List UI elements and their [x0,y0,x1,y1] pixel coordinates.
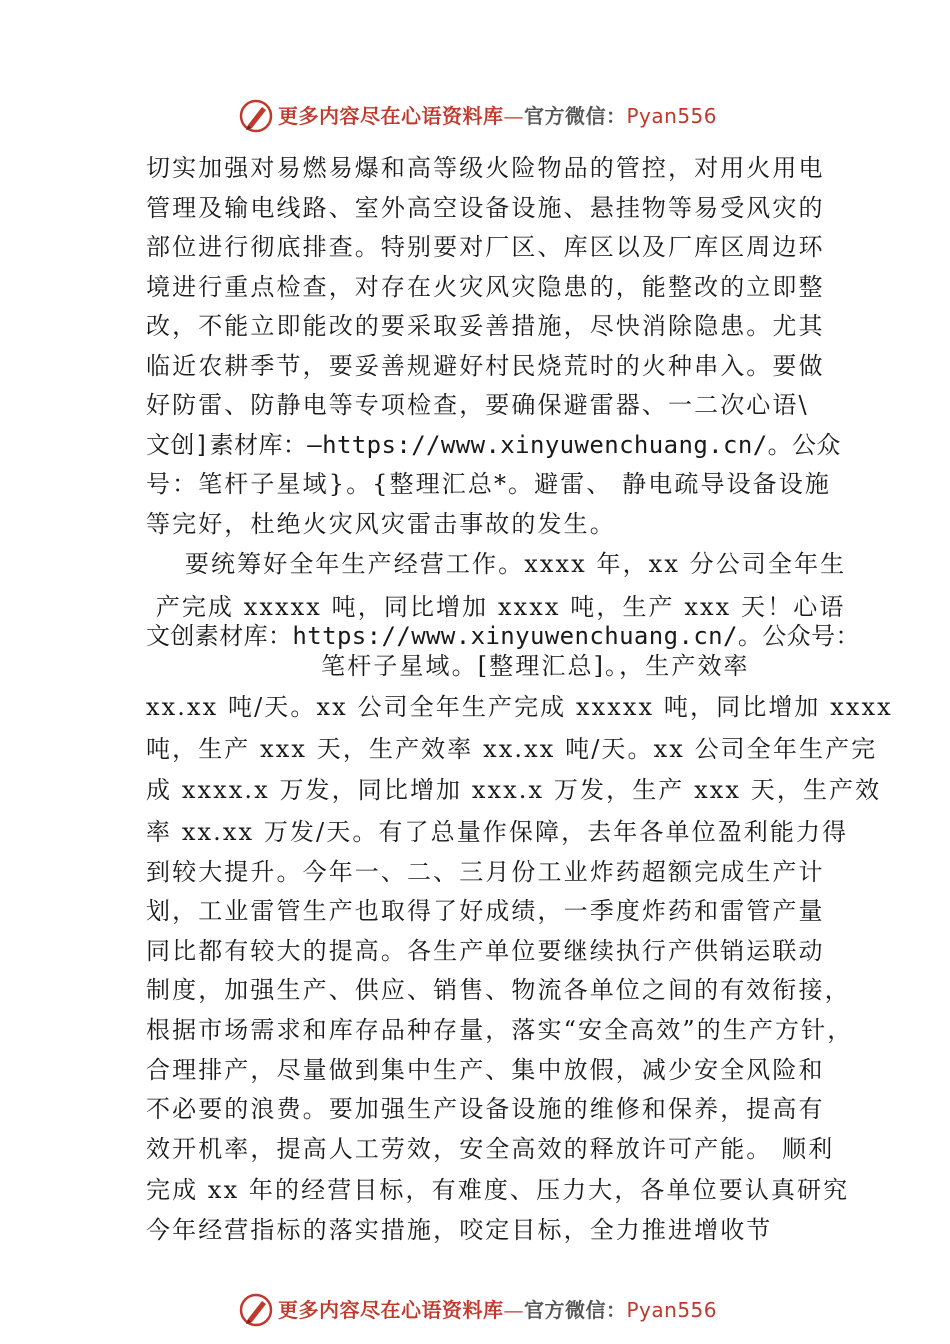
body-line: 成 xxxx.x 万发，同比增加 xxx.x 万发，生产 xxx 天，生产效 [146,776,882,804]
body-line: 同比都有较大的提高。各生产单位要继续执行产供销运联动 [146,937,825,965]
body-line: 部位进行彻底排查。特别要对厂区、库区以及厂库区周边环 [146,233,825,261]
body-line: 切实加强对易燃易爆和高等级火险物品的管控，对用火用电 [146,154,825,182]
banner-wechat-label: 官方微信： [524,1298,627,1322]
banner-title: 更多内容尽在心语资料库 [278,104,504,128]
body-line: 改，不能立即能改的要采取妥善措施，尽快消除隐患。尤其 [146,312,825,340]
body-line: 笔杆子星域。[整理汇总]。，生产效率 [146,652,750,680]
body-line: 临近农耕季节，要妥善规避好村民烧荒时的火种串入。要做 [146,352,825,380]
body-line: 好防雷、防静电等专项检查，要确保避雷器、一二次心语\ [146,391,809,419]
body-line: 境进行重点检查，对存在火灾风灾隐患的，能整改的立即整 [146,273,825,301]
body-line: 文创素材库：https://www.xinyuwenchuang.cn/。公众号： [146,622,860,650]
body-line: 制度，加强生产、供应、销售、物流各单位之间的有效衔接， [146,976,851,1004]
pen-logo-icon [238,98,274,134]
body-line: 完成 xx 年的经营目标，有难度、压力大，各单位要认真研究 [146,1176,850,1204]
banner-text [278,1297,717,1323]
body-line: 合理排产，尽量做到集中生产、集中放假，减少安全风险和 [146,1056,825,1084]
body-line: 根据市场需求和库存品种存量，落实“安全高效”的生产方针， [146,1016,854,1044]
header-banner [0,96,950,136]
banner-dash: — [503,104,524,128]
body-line: xx.xx 吨/天。xx 公司全年生产完成 xxxxx 吨，同比增加 xxxx [146,693,893,721]
body-line: 吨，生产 xxx 天，生产效率 xx.xx 吨/天。xx 公司全年生产完 [146,735,878,763]
body-line: 文创]素材库：—https://www.xinyuwenchuang.cn/。公众 [146,431,841,459]
banner-wechat-id: Pyan556 [626,104,718,128]
body-line: 今年经营指标的落实措施，咬定目标，全力推进增收节 [146,1216,773,1244]
banner-text [278,103,717,129]
body-line: 号：笔杆子星域}。{整理汇总*。避雷、 静电疏导设备设施 [146,470,831,498]
banner-dash: — [503,1298,524,1322]
banner-wechat-label: 官方微信： [524,104,627,128]
body-line: 率 xx.xx 万发/天。有了总量作保障，去年各单位盈利能力得 [146,818,849,846]
body-line: 要统筹好全年生产经营工作。xxxx 年，xx 分公司全年生 [146,550,847,578]
body-line: 不必要的浪费。要加强生产设备设施的维修和保养，提高有 [146,1095,825,1123]
banner-title: 更多内容尽在心语资料库 [278,1298,504,1322]
pen-logo-icon [238,1292,274,1328]
body-line: 划，工业雷管生产也取得了好成绩，一季度炸药和雷管产量 [146,897,825,925]
footer-banner [0,1290,950,1330]
banner-wechat-id: Pyan556 [626,1298,718,1322]
body-line: 管理及输电线路、室外高空设备设施、悬挂物等易受风灾的 [146,194,825,222]
body-line: 效开机率，提高人工劳效，安全高效的释放许可产能。 顺利 [146,1135,835,1163]
body-line: 等完好，杜绝火灾风灾雷击事故的发生。 [146,510,616,538]
body-line: 产完成 xxxxx 吨，同比增加 xxxx 吨，生产 xxx 天！心语 [146,593,846,621]
body-line: 到较大提升。今年一、二、三月份工业炸药超额完成生产计 [146,858,825,886]
